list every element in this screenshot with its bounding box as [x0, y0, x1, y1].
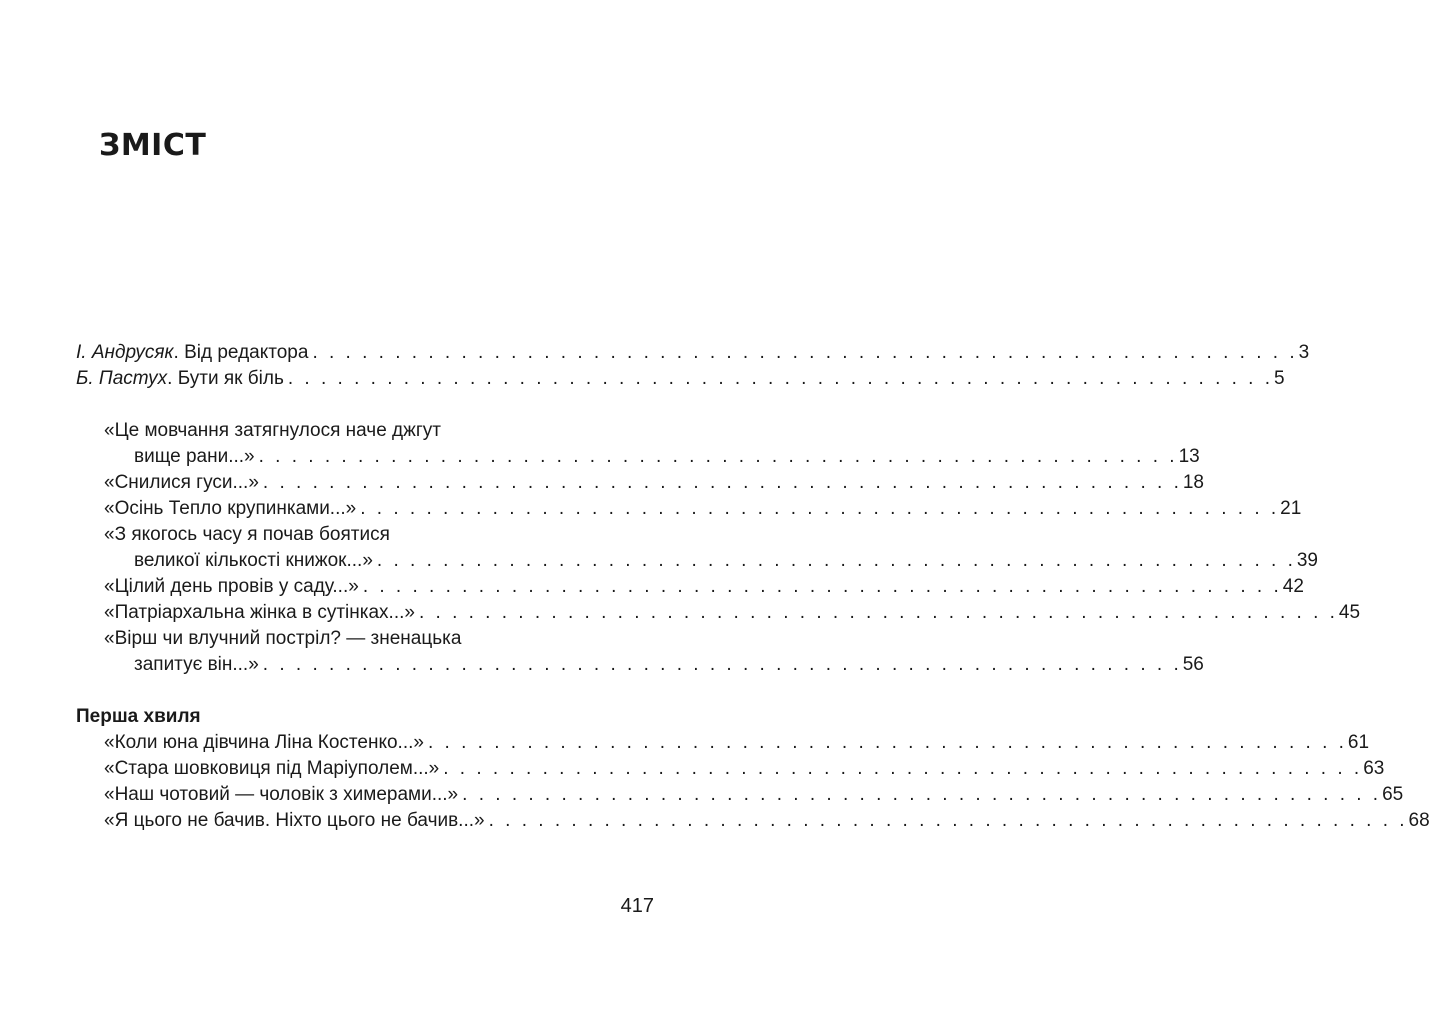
toc-entry-author: І. Андрусяк [76, 342, 174, 363]
toc-entry-line-first[interactable] [76, 756, 1385, 782]
toc-page-number: 13 [1178, 446, 1200, 467]
toc-entry-title: великої кількості книжок...» [134, 550, 373, 571]
leader-dots: . . . . . . . . . . . . . . . . . . . . . . . . . . . . . . . . . . . . . . . . . . . . . . . . . . . . . . . . [427, 732, 1347, 753]
leader-dots: . . . . . . . . . . . . . . . . . . . . . . . . . . . . . . . . . . . . . . . . . . . . . . . . . . . . . . . . [488, 810, 1408, 831]
toc-entry-title: запитує він...» [134, 654, 259, 675]
toc-entry-title: «Це мовчання затягнулося наче джгут [104, 420, 441, 441]
toc-entry-title: «Патріархальна жінка в сутінках...» [104, 602, 415, 623]
toc-entry-title: «Я цього не бачив. Ніхто цього не бачив...» [104, 810, 485, 831]
leader-dots: . . . . . . . . . . . . . . . . . . . . . . . . . . . . . . . . . . . . . . . . . . . . . . . . . . . . . . . . [262, 472, 1182, 493]
leader-dots: . . . . . . . . . . . . . . . . . . . . . . . . . . . . . . . . . . . . . . . . . . . . . . . . . . . . . . . . [376, 550, 1296, 571]
leader-dots: . . . . . . . . . . . . . . . . . . . . . . . . . . . . . . . . . . . . . . . . . . . . . . . . . . . . . . . . . . . . [287, 368, 1274, 389]
leader-dots: . . . . . . . . . . . . . . . . . . . . . . . . . . . . . . . . . . . . . . . . . . . . . . . . . . . . . . . . [258, 446, 1178, 467]
toc-page-number: 61 [1347, 732, 1370, 753]
toc-entry-title: «Снилися гуси...» [104, 472, 259, 493]
toc-entry-line-continued[interactable] [76, 548, 1318, 574]
toc-entry-line-first[interactable] [76, 418, 654, 444]
toc-entry-line-continued[interactable] [76, 444, 1200, 470]
toc-page-number: 45 [1338, 602, 1361, 623]
leader-dots: . . . . . . . . . . . . . . . . . . . . . . . . . . . . . . . . . . . . . . . . . . . . . . . . . . . . . . . . [262, 654, 1182, 675]
toc-page-number: 21 [1280, 498, 1302, 519]
toc-entry-line-first[interactable] [76, 496, 1302, 522]
toc-entry-line-first[interactable] [76, 808, 1430, 834]
leader-dots: . . . . . . . . . . . . . . . . . . . . . . . . . . . . . . . . . . . . . . . . . . . . . . . . . . . . . . . . [462, 784, 1382, 805]
toc-entry-author: Б. Пастух [76, 368, 168, 389]
toc-entry-line-first[interactable] [76, 600, 1361, 626]
toc-entry-line-first[interactable] [76, 730, 1370, 756]
toc-entry-title: «Наш чотовий — чоловік з химерами...» [104, 784, 459, 805]
toc-page-number: 68 [1408, 810, 1430, 831]
leader-dots: . . . . . . . . . . . . . . . . . . . . . . . . . . . . . . . . . . . . . . . . . . . . . . . . . . . . . . . . [362, 576, 1282, 597]
toc-page-number: 18 [1182, 472, 1204, 493]
section-heading: Перша хвиля [76, 706, 201, 727]
toc-entry-title: «Осінь Тепло крупинками...» [104, 498, 357, 519]
page-number: 417 [620, 895, 654, 917]
toc-entry-title: «Вірш чи влучний постріл? — зненацька [104, 628, 462, 649]
toc-page-number: 65 [1382, 784, 1404, 805]
toc-entry-preface[interactable] [76, 366, 1285, 392]
toc-entry-text [76, 366, 284, 392]
toc-entry-line-continued[interactable] [76, 652, 1204, 678]
toc-entry-editor[interactable] [76, 340, 1310, 366]
toc-entry-line-first[interactable] [76, 470, 1204, 496]
toc-entry-title: . Від редактора [173, 342, 309, 363]
toc-entry-title: вище рани...» [134, 446, 255, 467]
toc-entry-line-first[interactable] [76, 522, 654, 548]
table-of-contents [76, 340, 1430, 834]
toc-page-number: 5 [1274, 368, 1285, 389]
toc-page-number: 63 [1363, 758, 1385, 779]
toc-entry-line-first[interactable] [76, 782, 1404, 808]
toc-entry-title: . Бути як біль [167, 368, 284, 389]
toc-page-number: 39 [1296, 550, 1318, 571]
toc-entry-line-first[interactable] [76, 574, 1304, 600]
toc-entry-title: «Стара шовковиця під Маріуполем...» [104, 758, 440, 779]
leader-dots: . . . . . . . . . . . . . . . . . . . . . . . . . . . . . . . . . . . . . . . . . . . . . . . . . . . . . . . . [443, 758, 1363, 779]
toc-entry-line-first[interactable] [76, 626, 654, 652]
leader-dots: . . . . . . . . . . . . . . . . . . . . . . . . . . . . . . . . . . . . . . . . . . . . . . . . . . . . . . . . . . . . [312, 342, 1298, 363]
toc-entry-title: «Коли юна дівчина Ліна Костенко...» [104, 732, 424, 753]
toc-page-number: 56 [1182, 654, 1204, 675]
leader-dots: . . . . . . . . . . . . . . . . . . . . . . . . . . . . . . . . . . . . . . . . . . . . . . . . . . . . . . . . [360, 498, 1280, 519]
page-title: ЗМІСТ [99, 128, 207, 163]
toc-page-number: 3 [1298, 342, 1310, 363]
leader-dots: . . . . . . . . . . . . . . . . . . . . . . . . . . . . . . . . . . . . . . . . . . . . . . . . . . . . . . . . [418, 602, 1338, 623]
toc-entry-title: «З якогось часу я почав боятися [104, 524, 390, 545]
toc-page-number: 42 [1282, 576, 1304, 597]
toc-entry-title: «Цілий день провів у саду...» [104, 576, 359, 597]
toc-entry-text [76, 340, 308, 366]
